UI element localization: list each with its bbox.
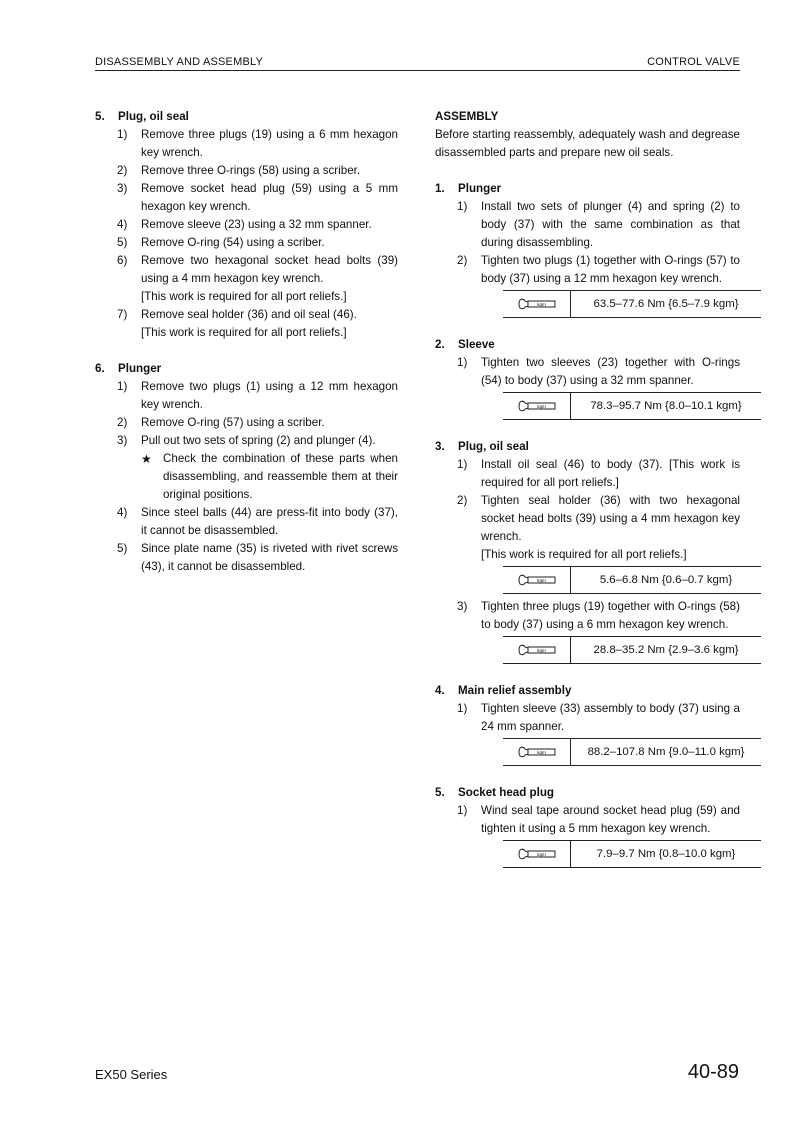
torque-value: 63.5–77.6 Nm {6.5–7.9 kgm} [593, 298, 739, 310]
step-list [457, 802, 740, 868]
header-chapter-title: CONTROL VALVE [647, 56, 740, 68]
torque-unit-label: kgm [536, 648, 546, 653]
step-text: Tighten two sleeves (23) together with O-rings (54) to body (37) using a 32 mm spanner. [481, 356, 740, 387]
section-title-text: Plunger [118, 362, 162, 375]
step-text: Remove two plugs (1) using a 12 mm hexagon key wrench. [141, 380, 398, 411]
step-list [117, 126, 398, 342]
torque-value: 88.2–107.8 Nm {9.0–11.0 kgm} [587, 746, 745, 758]
torque-icon-cell [503, 567, 571, 593]
section-number: 4. [435, 684, 445, 697]
step-item [117, 180, 398, 216]
section-title [435, 438, 740, 456]
step-number: 2) [117, 164, 128, 177]
section-title-text: Sleeve [458, 338, 495, 351]
torque-wrench-icon [517, 745, 557, 759]
page-header [95, 53, 740, 71]
step-text: Install two sets of plunger (4) and spring (2) to body (37) with the same combination as that during disassembling. [481, 200, 740, 249]
section [435, 784, 740, 868]
step-list [457, 198, 740, 318]
step-number: 3) [457, 600, 468, 613]
step-item [117, 306, 398, 342]
section-title-text: Plug, oil seal [458, 440, 529, 453]
step-item [457, 252, 740, 288]
section-title [95, 108, 398, 126]
step-number: 2) [457, 494, 468, 507]
section [435, 336, 740, 420]
step-text: Tighten sleeve (33) assembly to body (37) using a 24 mm spanner. [481, 702, 740, 733]
step-number: 1) [117, 380, 128, 393]
step-item [457, 700, 740, 736]
torque-unit-label: kgm [536, 750, 546, 755]
step-item [117, 378, 398, 414]
section [95, 108, 398, 342]
step-item [117, 216, 398, 234]
step-text: Tighten seal holder (36) with two hexagonal socket head bolts (39) using a 4 mm hexagon key wrench. [481, 494, 740, 543]
torque-unit-label: kgm [536, 578, 546, 583]
step-list [117, 378, 398, 576]
caution-note [141, 450, 398, 504]
section [435, 180, 740, 318]
torque-wrench-icon [517, 297, 557, 311]
step-text: Remove seal holder (36) and oil seal (46). [141, 308, 357, 321]
step-text: Tighten three plugs (19) together with O-rings (58) to body (37) using a 6 mm hexagon key wrench. [481, 600, 740, 631]
step-list [457, 456, 740, 664]
step-number: 6) [117, 254, 128, 267]
torque-value: 78.3–95.7 Nm {8.0–10.1 kgm} [590, 400, 742, 412]
section-title [435, 336, 740, 354]
assembly-column [435, 108, 745, 886]
assembly-heading: ASSEMBLY [435, 110, 499, 123]
section-title [95, 360, 398, 378]
torque-unit-label: kgm [536, 302, 546, 307]
step-text: Remove two hexagonal socket head bolts (39) using a 4 mm hexagon key wrench. [141, 254, 398, 285]
step-item [117, 432, 398, 504]
step-item [117, 414, 398, 432]
section-number: 6. [95, 362, 105, 375]
step-number: 3) [117, 434, 128, 447]
torque-spec-box [503, 840, 761, 868]
torque-value: 5.6–6.8 Nm {0.6–0.7 kgm} [599, 574, 733, 586]
step-item [117, 252, 398, 306]
torque-value: 28.8–35.2 Nm {2.9–3.6 kgm} [593, 644, 739, 656]
step-number: 1) [457, 804, 468, 817]
torque-icon-cell [503, 291, 571, 317]
step-number: 1) [457, 200, 468, 213]
header-section-title: DISASSEMBLY AND ASSEMBLY [95, 56, 264, 68]
step-text: Remove O-ring (54) using a scriber. [141, 236, 325, 249]
step-text: Wind seal tape around socket head plug (59) and tighten it using a 5 mm hexagon key wrench. [481, 804, 740, 835]
step-item [457, 492, 740, 564]
step-number: 1) [457, 458, 468, 471]
step-item [117, 162, 398, 180]
torque-unit-label: kgm [536, 852, 546, 857]
step-text: Tighten two plugs (1) together with O-rings (57) to body (37) using a 12 mm hexagon key wrench. [481, 254, 740, 285]
torque-spec-box [503, 636, 761, 664]
section [435, 438, 740, 664]
step-text: Install oil seal (46) to body (37). [This work is required for all port reliefs.] [481, 458, 740, 489]
section-title-text: Main relief assembly [458, 684, 572, 697]
step-number: 7) [117, 308, 128, 321]
step-text: Pull out two sets of spring (2) and plunger (4). [141, 434, 376, 447]
torque-wrench-icon [517, 847, 557, 861]
torque-unit-label: kgm [536, 404, 546, 409]
step-list [457, 700, 745, 766]
step-item [457, 354, 740, 390]
torque-spec-box [503, 290, 761, 318]
step-text: Since steel balls (44) are press-fit into body (37), it cannot be disassembled. [141, 506, 398, 537]
torque-spec-box [503, 566, 761, 594]
step-note: [This work is required for all port reliefs.] [141, 290, 347, 303]
torque-icon-cell [503, 841, 571, 867]
disassembly-column [95, 108, 398, 594]
step-item [117, 540, 398, 576]
torque-icon-cell [503, 637, 571, 663]
section-title [435, 180, 740, 198]
section [435, 682, 745, 766]
torque-wrench-icon [517, 573, 557, 587]
section-title [435, 784, 740, 802]
step-item [117, 504, 398, 540]
step-number: 1) [457, 702, 468, 715]
step-number: 5) [117, 542, 128, 555]
section-title-text: Socket head plug [458, 786, 554, 799]
step-number: 2) [457, 254, 468, 267]
step-item [457, 802, 740, 838]
step-text: Remove sleeve (23) using a 32 mm spanner. [141, 218, 372, 231]
assembly-intro: Before starting reassembly, adequately wash and degrease disassembled parts and prepare new oil seals. [435, 128, 740, 159]
section-number: 5. [435, 786, 445, 799]
step-note: [This work is required for all port reliefs.] [141, 326, 347, 339]
step-text: Remove three plugs (19) using a 6 mm hexagon key wrench. [141, 128, 398, 159]
section-number: 2. [435, 338, 445, 351]
step-text: Remove O-ring (57) using a scriber. [141, 416, 325, 429]
section-title-text: Plug, oil seal [118, 110, 189, 123]
step-item [117, 234, 398, 252]
torque-spec-box [503, 738, 761, 766]
section-number: 1. [435, 182, 445, 195]
torque-spec-box [503, 392, 761, 420]
torque-icon-cell [503, 739, 571, 765]
step-number: 1) [457, 356, 468, 369]
step-list [457, 354, 740, 420]
torque-wrench-icon [517, 399, 557, 413]
caution-text: Check the combination of these parts when disassembling, and reassemble them at their original positions. [163, 452, 398, 501]
page-number: 40-89 [687, 1061, 739, 1083]
step-number: 2) [117, 416, 128, 429]
step-note: [This work is required for all port reliefs.] [481, 548, 687, 561]
step-item [457, 456, 740, 492]
step-text: Remove three O-rings (58) using a scriber. [141, 164, 361, 177]
section-number: 3. [435, 440, 445, 453]
section-title [435, 682, 740, 700]
section-title-text: Plunger [458, 182, 502, 195]
torque-icon-cell [503, 393, 571, 419]
step-number: 4) [117, 506, 128, 519]
step-number: 4) [117, 218, 128, 231]
footer-series: EX50 Series [95, 1067, 168, 1082]
star-icon: ★ [141, 452, 152, 466]
step-item [457, 198, 740, 252]
step-text: Remove socket head plug (59) using a 5 mm hexagon key wrench. [141, 182, 398, 213]
torque-value: 7.9–9.7 Nm {0.8–10.0 kgm} [596, 848, 736, 860]
section-number: 5. [95, 110, 105, 123]
torque-wrench-icon [517, 643, 557, 657]
step-number: 5) [117, 236, 128, 249]
step-number: 1) [117, 128, 128, 141]
section [95, 360, 398, 576]
step-item [457, 598, 740, 634]
step-text: Since plate name (35) is riveted with rivet screws (43), it cannot be disassembled. [141, 542, 398, 573]
step-item [117, 126, 398, 162]
step-number: 3) [117, 182, 128, 195]
